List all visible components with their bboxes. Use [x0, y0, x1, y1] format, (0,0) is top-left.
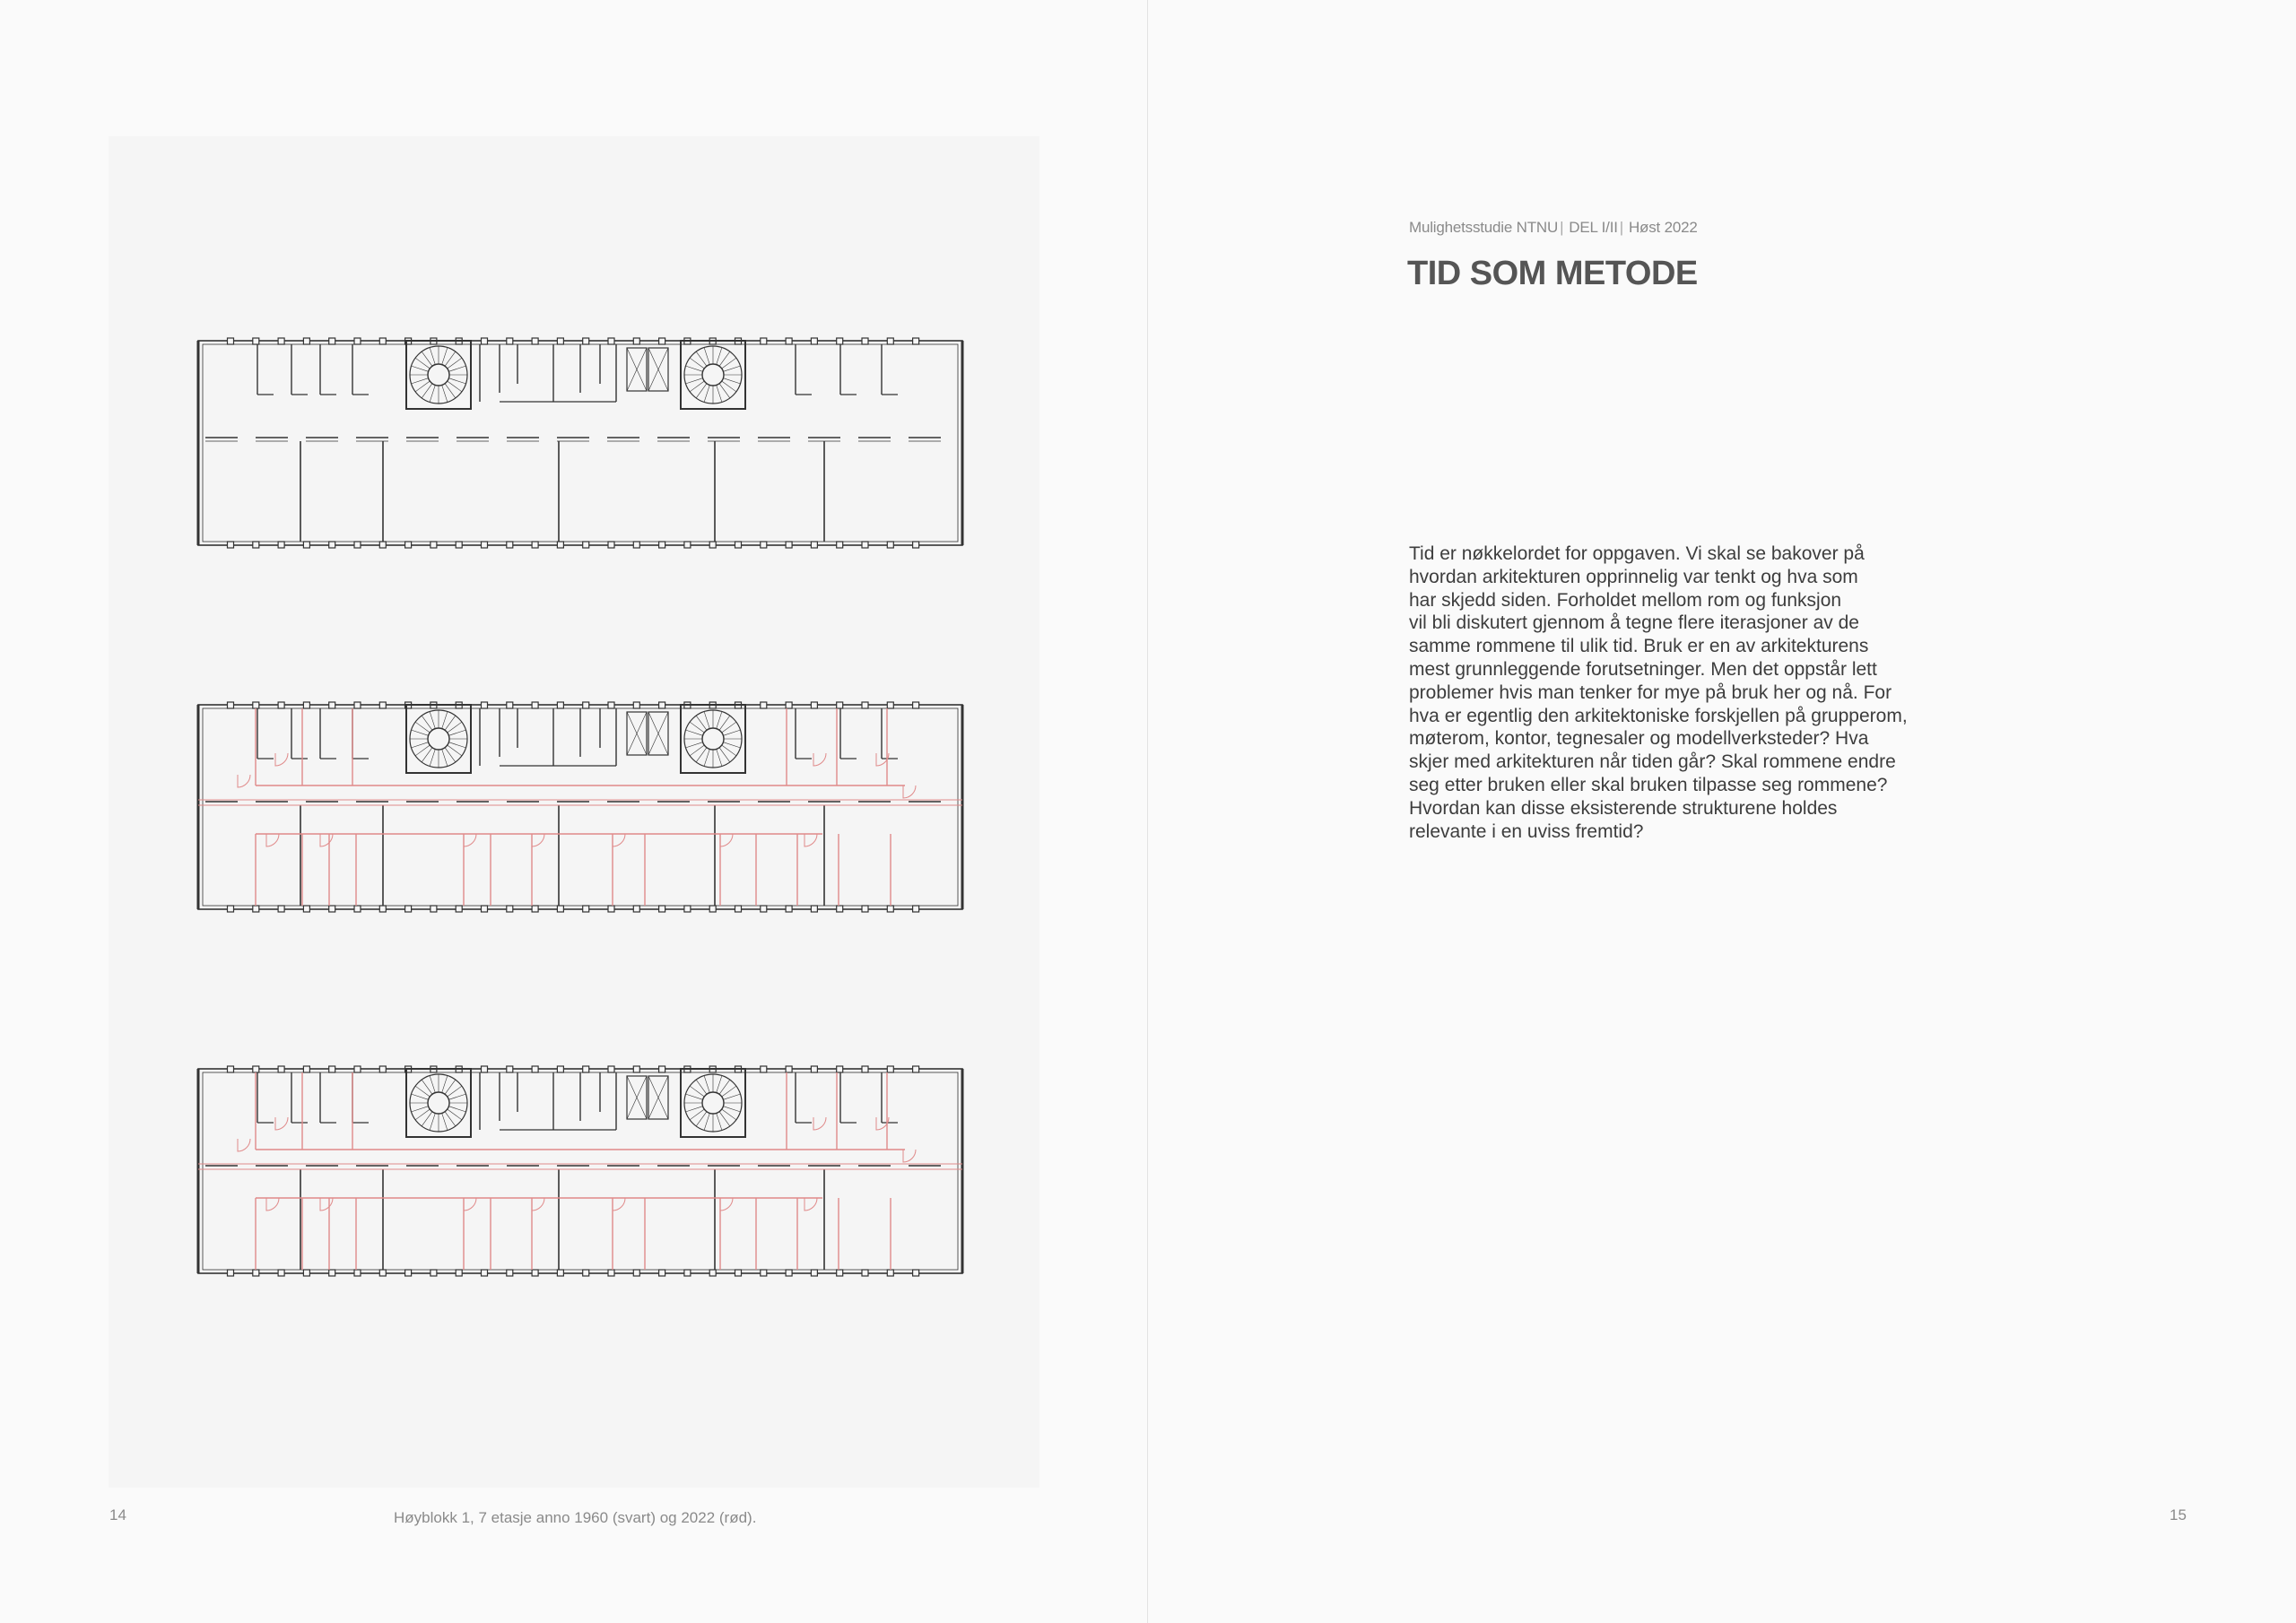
stair-tread: [412, 1094, 429, 1099]
column: [253, 338, 259, 344]
column: [913, 542, 919, 548]
stair-tread: [717, 1113, 722, 1130]
column: [837, 906, 843, 912]
column: [379, 1066, 386, 1072]
column: [761, 1066, 767, 1072]
stair-newel: [702, 364, 724, 386]
stair-tread: [686, 1094, 703, 1099]
column: [456, 1270, 462, 1276]
stair-tread: [412, 366, 429, 371]
column: [379, 1270, 386, 1276]
column: [608, 906, 614, 912]
door-swing: [275, 1117, 288, 1130]
door-swing: [238, 1139, 250, 1151]
header-semester: Høst 2022: [1628, 219, 1698, 236]
column: [253, 906, 259, 912]
column: [811, 542, 817, 548]
stair-tread: [723, 1107, 740, 1112]
stair-tread: [704, 1076, 709, 1093]
column: [862, 906, 868, 912]
body-line: møterom, kontor, tegnesaler og modellverksteder? Hva: [1409, 728, 1869, 750]
column: [329, 906, 335, 912]
column: [303, 542, 309, 548]
stair-tread: [448, 1107, 465, 1112]
column: [862, 1270, 868, 1276]
column: [913, 1066, 919, 1072]
door-swing: [804, 1198, 817, 1211]
body-line: samme rommene til ulik tid. Bruk er en av arkitekturens: [1409, 636, 1869, 657]
stair-tread: [717, 348, 722, 365]
column: [482, 1270, 488, 1276]
column: [811, 906, 817, 912]
door-swing: [464, 1198, 476, 1211]
door-swing: [720, 834, 733, 846]
column: [532, 542, 538, 548]
column: [253, 1270, 259, 1276]
column: [837, 1066, 843, 1072]
column: [430, 906, 437, 912]
column: [837, 1270, 843, 1276]
column: [913, 1270, 919, 1276]
column: [811, 1270, 817, 1276]
column: [608, 338, 614, 344]
door-swing: [464, 834, 476, 846]
column: [608, 1066, 614, 1072]
stair-tread: [442, 385, 448, 402]
column: [456, 906, 462, 912]
column: [913, 906, 919, 912]
stair-tread: [704, 385, 709, 402]
column: [761, 542, 767, 548]
column: [659, 542, 665, 548]
column: [303, 1066, 309, 1072]
column: [837, 338, 843, 344]
column: [761, 1270, 767, 1276]
stair-tread: [686, 378, 703, 384]
column: [329, 338, 335, 344]
column: [735, 1270, 742, 1276]
stair-tread: [430, 348, 435, 365]
body-line: har skjedd siden. Forholdet mellom rom og funksjon: [1409, 589, 1842, 611]
column: [329, 1270, 335, 1276]
column: [557, 338, 563, 344]
column: [735, 906, 742, 912]
column: [811, 702, 817, 708]
column: [608, 542, 614, 548]
column: [228, 906, 234, 912]
column: [633, 702, 639, 708]
column: [303, 338, 309, 344]
column: [913, 338, 919, 344]
body-paragraph: [1409, 542, 1947, 843]
body-line: problemer hvis man tenker for mye på bruk her og nå. For: [1409, 681, 1892, 703]
column: [532, 338, 538, 344]
column: [405, 1270, 412, 1276]
stair-tread: [442, 749, 448, 766]
column: [430, 1270, 437, 1276]
column: [583, 338, 589, 344]
stair-tread: [723, 742, 740, 748]
column: [887, 1270, 893, 1276]
column: [659, 906, 665, 912]
column: [684, 1270, 691, 1276]
column: [507, 1270, 513, 1276]
stair-tread: [448, 366, 465, 371]
column: [303, 1270, 309, 1276]
column: [887, 338, 893, 344]
column: [507, 542, 513, 548]
column: [507, 1066, 513, 1072]
column: [507, 702, 513, 708]
stair-tread: [717, 385, 722, 402]
column: [405, 542, 412, 548]
stair-tread: [717, 749, 722, 766]
door-swing: [532, 834, 544, 846]
column: [228, 702, 234, 708]
column: [583, 906, 589, 912]
column: [456, 542, 462, 548]
body-line: skjer med arkitekturen når tiden går? Skal rommene endre: [1409, 751, 1896, 773]
column: [253, 702, 259, 708]
column: [379, 542, 386, 548]
column: [329, 542, 335, 548]
column: [811, 338, 817, 344]
stair-newel: [702, 1092, 724, 1114]
stair-tread: [704, 348, 709, 365]
column: [811, 1066, 817, 1072]
stair-tread: [686, 730, 703, 735]
door-swing: [532, 1198, 544, 1211]
stair-newel: [428, 1092, 449, 1114]
stair-tread: [412, 1107, 429, 1112]
column: [557, 906, 563, 912]
stair-newel: [702, 728, 724, 750]
stair-tread: [412, 730, 429, 735]
column: [354, 1066, 361, 1072]
column: [405, 906, 412, 912]
column: [608, 1270, 614, 1276]
column: [379, 702, 386, 708]
stair-tread: [723, 1094, 740, 1099]
stair-tread: [717, 1076, 722, 1093]
body-line: mest grunnleggende forutsetninger. Men det oppstår lett: [1409, 658, 1877, 680]
column: [862, 338, 868, 344]
column: [278, 1270, 284, 1276]
column: [507, 338, 513, 344]
door-swing: [903, 1150, 916, 1162]
column: [354, 542, 361, 548]
stair-tread: [686, 366, 703, 371]
column: [709, 542, 716, 548]
page-number-left: 14: [109, 1506, 126, 1523]
column: [761, 338, 767, 344]
column: [583, 702, 589, 708]
page-number-right: 15: [2170, 1506, 2187, 1523]
column: [303, 702, 309, 708]
column: [253, 542, 259, 548]
column: [482, 542, 488, 548]
column: [532, 906, 538, 912]
column: [329, 702, 335, 708]
stair-tread: [723, 730, 740, 735]
body-line: hvordan arkitekturen opprinnelig var tenkt og hva som: [1409, 566, 1858, 587]
stair-newel: [428, 364, 449, 386]
column: [887, 702, 893, 708]
door-swing: [903, 785, 916, 798]
column: [557, 542, 563, 548]
column: [354, 702, 361, 708]
door-swing: [613, 834, 625, 846]
column: [684, 906, 691, 912]
column: [862, 702, 868, 708]
body-line: relevante i en uviss fremtid?: [1409, 820, 1644, 842]
column: [278, 1066, 284, 1072]
column: [659, 338, 665, 344]
stair-tread: [704, 712, 709, 729]
column: [786, 702, 792, 708]
floor-plan-figure: [109, 136, 1039, 1488]
column: [228, 542, 234, 548]
column: [862, 1066, 868, 1072]
spread-divider: [1147, 0, 1148, 1623]
column: [633, 338, 639, 344]
column: [633, 542, 639, 548]
column: [786, 1066, 792, 1072]
column: [709, 906, 716, 912]
column: [278, 338, 284, 344]
column: [379, 906, 386, 912]
stair-newel: [428, 728, 449, 750]
column: [557, 1066, 563, 1072]
floor-plan-1960: [195, 335, 966, 551]
stair-tread: [704, 1113, 709, 1130]
column: [507, 906, 513, 912]
door-swing: [275, 753, 288, 766]
column: [482, 1066, 488, 1072]
column: [659, 1066, 665, 1072]
column: [786, 906, 792, 912]
column: [786, 338, 792, 344]
door-swing: [320, 1198, 333, 1211]
body-line: Tid er nøkkelordet for oppgaven. Vi skal se bakover på: [1409, 543, 1865, 564]
floor-plan-combined: [195, 1063, 966, 1279]
stair-tread: [686, 1107, 703, 1112]
stair-tread: [430, 385, 435, 402]
stair-tread: [448, 378, 465, 384]
column: [557, 1270, 563, 1276]
column: [329, 1066, 335, 1072]
body-line: vil bli diskutert gjennom å tegne flere iterasjoner av de: [1409, 612, 1859, 634]
column: [633, 1270, 639, 1276]
stair-tread: [686, 742, 703, 748]
column: [228, 1270, 234, 1276]
column: [709, 1270, 716, 1276]
stair-tread: [430, 1076, 435, 1093]
stair-tread: [442, 712, 448, 729]
body-line: seg etter bruken eller skal bruken tilpasse seg rommene?: [1409, 774, 1888, 795]
column: [532, 1066, 538, 1072]
column: [228, 1066, 234, 1072]
stair-tread: [412, 742, 429, 748]
column: [583, 1066, 589, 1072]
body-line: Hvordan kan disse eksisterende strukturene holdes: [1409, 797, 1838, 819]
page-title: TID SOM METODE: [1407, 255, 1698, 292]
column: [228, 338, 234, 344]
door-swing: [266, 1198, 279, 1211]
column: [633, 906, 639, 912]
header-separator: |: [1560, 219, 1564, 236]
column: [303, 906, 309, 912]
body-line: hva er egentlig den arkitektoniske forskjellen på grupperom,: [1409, 705, 1908, 726]
stair-tread: [430, 712, 435, 729]
stair-tread: [448, 1094, 465, 1099]
stair-tread: [723, 378, 740, 384]
column: [735, 542, 742, 548]
column: [633, 1066, 639, 1072]
door-swing: [804, 834, 817, 846]
column: [761, 702, 767, 708]
column: [887, 906, 893, 912]
column: [583, 1270, 589, 1276]
column: [583, 542, 589, 548]
column: [684, 542, 691, 548]
column: [379, 338, 386, 344]
column: [482, 338, 488, 344]
door-swing: [813, 753, 826, 766]
door-swing: [720, 1198, 733, 1211]
door-swing: [238, 775, 250, 787]
column: [837, 542, 843, 548]
column: [482, 906, 488, 912]
column: [278, 702, 284, 708]
header-part: DEL I/II: [1569, 219, 1618, 236]
header-separator: |: [1619, 219, 1623, 236]
column: [786, 1270, 792, 1276]
column: [913, 702, 919, 708]
column: [837, 702, 843, 708]
figure-caption: Høyblokk 1, 7 etasje anno 1960 (svart) og 2022 (rød).: [394, 1509, 757, 1526]
column: [862, 542, 868, 548]
stair-tread: [704, 749, 709, 766]
door-swing: [613, 1198, 625, 1211]
stair-tread: [448, 730, 465, 735]
column: [887, 1066, 893, 1072]
header-project: Mulighetsstudie NTNU: [1409, 219, 1559, 236]
column: [887, 542, 893, 548]
column: [659, 1270, 665, 1276]
stair-tread: [717, 712, 722, 729]
stair-tread: [430, 749, 435, 766]
stair-tread: [442, 1113, 448, 1130]
column: [761, 906, 767, 912]
column: [659, 702, 665, 708]
column: [532, 702, 538, 708]
column: [557, 702, 563, 708]
column: [354, 1270, 361, 1276]
column: [482, 702, 488, 708]
column: [430, 542, 437, 548]
stair-tread: [723, 366, 740, 371]
column: [354, 906, 361, 912]
stair-tread: [442, 1076, 448, 1093]
column: [278, 542, 284, 548]
column: [786, 542, 792, 548]
stair-tread: [442, 348, 448, 365]
column: [253, 1066, 259, 1072]
column: [532, 1270, 538, 1276]
door-swing: [266, 834, 279, 846]
stair-tread: [430, 1113, 435, 1130]
floor-plan-2022: [195, 699, 966, 915]
column: [354, 338, 361, 344]
stair-tread: [448, 742, 465, 748]
column: [278, 906, 284, 912]
stair-tread: [412, 378, 429, 384]
door-swing: [813, 1117, 826, 1130]
running-header: [1409, 219, 1698, 237]
door-swing: [320, 834, 333, 846]
column: [608, 702, 614, 708]
